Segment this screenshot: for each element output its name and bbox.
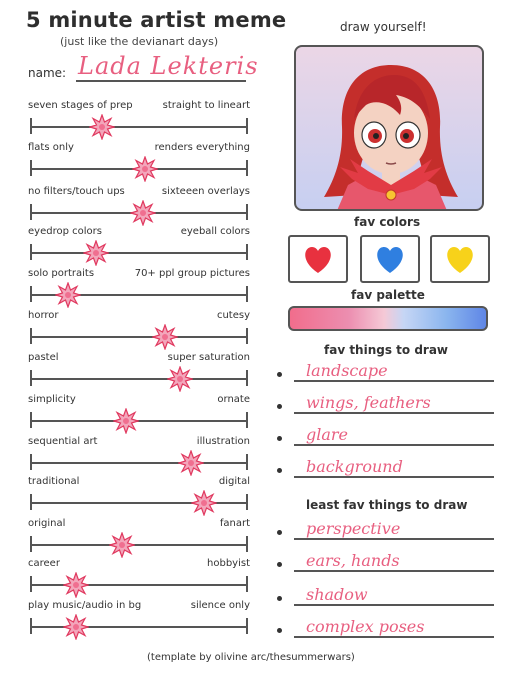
name-underline	[76, 80, 246, 82]
list-item[interactable]	[294, 388, 494, 414]
slider-row[interactable]	[28, 476, 250, 516]
star-icon[interactable]	[63, 572, 89, 598]
slider-right-label: straight to lineart	[162, 100, 250, 111]
slider-right-label: eyeball colors	[180, 226, 250, 237]
slider-left-label: horror	[28, 310, 59, 321]
slider-left-label: seven stages of prep	[28, 100, 133, 111]
name-value[interactable]: Lada Lekteris	[78, 52, 259, 80]
slider-right-label: 70+ ppl group pictures	[134, 268, 250, 279]
slider-right-label: super saturation	[167, 352, 250, 363]
slider-row[interactable]	[28, 352, 250, 392]
list-bullet	[277, 628, 282, 633]
fav-color-swatch-3	[430, 235, 490, 283]
list-bullet	[277, 562, 282, 567]
slider-end-tick	[246, 536, 248, 552]
star-icon[interactable]	[132, 156, 158, 182]
slider-end-tick	[246, 160, 248, 176]
slider-left-label: sequential art	[28, 436, 98, 447]
list-item-text: landscape	[306, 361, 388, 380]
list-bullet	[277, 404, 282, 409]
self-portrait-frame	[294, 45, 484, 211]
slider-left-label: traditional	[28, 476, 80, 487]
list-item-text: wings, feathers	[306, 393, 431, 412]
slider-end-tick	[246, 494, 248, 510]
star-icon[interactable]	[63, 614, 89, 640]
slider-right-label: ornate	[217, 394, 250, 405]
heart-icon	[362, 237, 418, 281]
slider-left-label: solo portraits	[28, 268, 95, 279]
star-icon[interactable]	[83, 240, 109, 266]
list-item[interactable]	[294, 514, 494, 540]
slider-end-tick	[246, 576, 248, 592]
slider-left-label: original	[28, 518, 66, 529]
slider-row[interactable]	[28, 226, 250, 266]
slider-end-tick	[246, 204, 248, 220]
list-item-text: perspective	[306, 519, 401, 538]
slider-right-label: illustration	[196, 436, 250, 447]
slider-track[interactable]	[31, 126, 247, 128]
slider-row[interactable]	[28, 186, 250, 226]
draw-yourself-label: draw yourself!	[340, 20, 427, 34]
heart-icon	[290, 237, 346, 281]
fav-color-swatch-2	[360, 235, 420, 283]
slider-row[interactable]	[28, 600, 250, 640]
slider-right-label: hobbyist	[207, 558, 250, 569]
fav-color-swatch-1	[288, 235, 348, 283]
star-icon[interactable]	[109, 532, 135, 558]
slider-left-label: eyedrop colors	[28, 226, 102, 237]
list-bullet	[277, 596, 282, 601]
list-bullet	[277, 530, 282, 535]
star-icon[interactable]	[130, 200, 156, 226]
list-item[interactable]	[294, 452, 494, 478]
slider-row[interactable]	[28, 518, 250, 558]
slider-row[interactable]	[28, 394, 250, 434]
list-item[interactable]	[294, 546, 494, 572]
least-fav-label: least fav things to draw	[306, 498, 468, 512]
slider-left-label: play music/audio in bg	[28, 600, 142, 611]
name-label: name:	[28, 66, 67, 80]
star-icon[interactable]	[191, 490, 217, 516]
slider-track[interactable]	[31, 252, 247, 254]
list-item-text: complex poses	[306, 617, 425, 636]
slider-end-tick	[246, 454, 248, 470]
star-icon[interactable]	[152, 324, 178, 350]
template-credit: (template by olivine arc/thesummerwars)	[147, 652, 355, 663]
list-item-text: ears, hands	[306, 551, 400, 570]
star-icon[interactable]	[89, 114, 115, 140]
slider-right-label: renders everything	[154, 142, 250, 153]
list-item-text: glare	[306, 425, 349, 444]
slider-left-label: no filters/touch ups	[28, 186, 125, 197]
page-title: 5 minute artist meme	[26, 8, 287, 32]
slider-right-label: silence only	[190, 600, 250, 611]
slider-track[interactable]	[31, 544, 247, 546]
slider-end-tick	[246, 412, 248, 428]
page-subtitle: (just like the devianart days)	[60, 35, 219, 48]
slider-end-tick	[246, 286, 248, 302]
fav-colors-label: fav colors	[354, 215, 421, 229]
slider-row[interactable]	[28, 142, 250, 182]
slider-track[interactable]	[31, 378, 247, 380]
slider-end-tick	[246, 618, 248, 634]
slider-row[interactable]	[28, 268, 250, 308]
star-icon[interactable]	[167, 366, 193, 392]
slider-track[interactable]	[31, 336, 247, 338]
star-icon[interactable]	[55, 282, 81, 308]
slider-row[interactable]	[28, 558, 250, 598]
slider-end-tick	[246, 370, 248, 386]
slider-left-label: simplicity	[28, 394, 76, 405]
list-bullet	[277, 436, 282, 441]
slider-row[interactable]	[28, 310, 250, 350]
slider-right-label: cutesy	[216, 310, 250, 321]
slider-right-label: sixteeen overlays	[161, 186, 250, 197]
list-item[interactable]	[294, 420, 494, 446]
list-item[interactable]	[294, 356, 494, 382]
fav-things-label: fav things to draw	[324, 343, 449, 357]
list-bullet	[277, 468, 282, 473]
slider-right-label: fanart	[219, 518, 250, 529]
list-item-text: shadow	[306, 585, 368, 604]
fav-palette-gradient	[288, 306, 488, 331]
self-portrait-drawing	[296, 47, 484, 211]
slider-left-label: flats only	[28, 142, 74, 153]
list-bullet	[277, 372, 282, 377]
slider-end-tick	[246, 328, 248, 344]
slider-row[interactable]	[28, 436, 250, 476]
slider-row[interactable]	[28, 100, 250, 140]
slider-track[interactable]	[31, 462, 247, 464]
list-item-text: background	[306, 457, 403, 476]
star-icon[interactable]	[178, 450, 204, 476]
heart-icon	[432, 237, 488, 281]
fav-palette-label: fav palette	[351, 288, 425, 302]
star-icon[interactable]	[113, 408, 139, 434]
slider-end-tick	[246, 244, 248, 260]
slider-left-label: pastel	[28, 352, 59, 363]
list-item[interactable]	[294, 612, 494, 638]
list-item[interactable]	[294, 580, 494, 606]
slider-left-label: career	[28, 558, 60, 569]
slider-end-tick	[246, 118, 248, 134]
slider-right-label: digital	[218, 476, 250, 487]
